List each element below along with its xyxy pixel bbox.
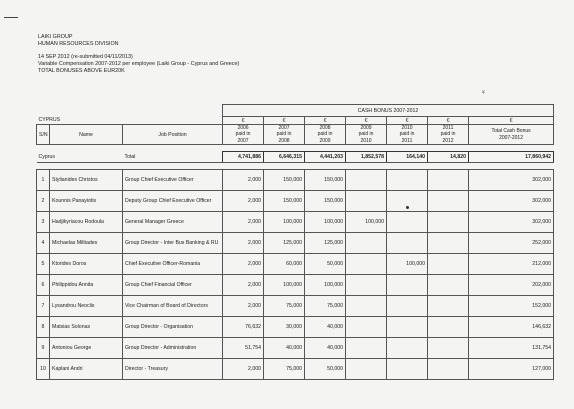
row-total: 127,000 (469, 359, 554, 380)
bonus-value: 2,000 (223, 191, 264, 212)
currency-symbol: € (305, 117, 346, 125)
bonus-value (346, 170, 387, 191)
year-header-line: paid in (440, 131, 456, 138)
bonus-value: 100,000 (305, 275, 346, 296)
bonus-value (346, 338, 387, 359)
year-header (428, 125, 469, 145)
bonus-value: 100,000 (387, 254, 428, 275)
job-position: Group Director - Organisation (123, 317, 223, 338)
bonus-value (428, 254, 469, 275)
bonus-table-wrapper (36, 104, 553, 380)
position-header: Job Position (123, 125, 223, 145)
row-sn: 9 (37, 338, 50, 359)
bonus-value: 2,000 (223, 170, 264, 191)
bonus-value (387, 212, 428, 233)
bonus-value: 150,000 (264, 170, 305, 191)
bonus-value (346, 317, 387, 338)
bonus-value (428, 296, 469, 317)
bonus-value: 2,000 (223, 212, 264, 233)
year-header (264, 125, 305, 145)
job-position: Group Director - Administration (123, 338, 223, 359)
year-header-line: paid in (276, 131, 292, 138)
table-row (37, 191, 554, 212)
bonus-value (428, 191, 469, 212)
table-row (37, 359, 554, 380)
region-label: CYPRUS (38, 117, 61, 123)
bonus-value: 50,000 (305, 254, 346, 275)
row-total: 152,000 (469, 296, 554, 317)
bonus-value (387, 317, 428, 338)
bonus-value: 150,000 (305, 191, 346, 212)
bonus-value: 2,000 (223, 296, 264, 317)
total-value: 14,820 (428, 152, 469, 163)
row-total: 302,000 (469, 170, 554, 191)
bonus-value: 40,000 (264, 338, 305, 359)
job-position: Group Chief Executive Officer (123, 170, 223, 191)
table-row (37, 212, 554, 233)
bonus-value (387, 275, 428, 296)
total-value: 4,741,886 (223, 152, 264, 163)
year-header-line: 2009 (360, 125, 372, 132)
total-value: 4,441,203 (305, 152, 346, 163)
bonus-value (428, 170, 469, 191)
row-total: 212,000 (469, 254, 554, 275)
bonus-value (428, 338, 469, 359)
bonus-value (346, 275, 387, 296)
job-position: Group Chief Financial Officer (123, 275, 223, 296)
row-sn: 10 (37, 359, 50, 380)
employee-name: Stylianides Christos (50, 170, 123, 191)
bonus-value (387, 338, 428, 359)
row-sn: 4 (37, 233, 50, 254)
currency-symbol: € (264, 117, 305, 125)
year-header (305, 125, 346, 145)
row-sn: 5 (37, 254, 50, 275)
stray-mark: ¥ (482, 90, 485, 96)
bonus-value (387, 296, 428, 317)
job-position: Group Director - Inter Bus Banking & RU (123, 233, 223, 254)
year-header-line: 2012 (442, 137, 454, 144)
employee-name: Ktorides Doros (50, 254, 123, 275)
bonus-value: 100,000 (305, 212, 346, 233)
total-label: Total (123, 152, 223, 163)
bonus-value (387, 170, 428, 191)
cash-bonus-title: CASH BONUS 2007-2012 (223, 105, 554, 117)
row-total: 146,632 (469, 317, 554, 338)
year-header (387, 125, 428, 145)
sn-header: S/N (37, 125, 50, 145)
employee-name: Kaplani Andri (50, 359, 123, 380)
row-sn: 6 (37, 275, 50, 296)
job-position: Chief Executive Officer-Romania (123, 254, 223, 275)
job-position: General Manager Greece (123, 212, 223, 233)
bonus-value: 60,000 (264, 254, 305, 275)
currency-symbol: € (428, 117, 469, 125)
row-sn: 3 (37, 212, 50, 233)
row-sn: 1 (37, 170, 50, 191)
year-header-line: paid in (317, 131, 333, 138)
table-row (37, 317, 554, 338)
table-row (37, 275, 554, 296)
year-header-row (37, 125, 554, 145)
total-cash-bonus-header (469, 125, 554, 145)
year-header-line: 2010 (360, 137, 372, 144)
total-value: 1,852,578 (346, 152, 387, 163)
employee-name: Matsias Solonas (50, 317, 123, 338)
bonus-value: 125,000 (264, 233, 305, 254)
year-header (346, 125, 387, 145)
employee-name: Philippidou Annita (50, 275, 123, 296)
currency-symbol: € (469, 117, 554, 125)
row-total: 252,000 (469, 233, 554, 254)
table-row (37, 338, 554, 359)
total-header-line: Total Cash Bonus (491, 128, 531, 135)
currency-symbol: € (223, 117, 264, 125)
bonus-value: 75,000 (264, 359, 305, 380)
year-header-line: 2006 (237, 125, 249, 132)
row-total: 302,000 (469, 212, 554, 233)
total-row (37, 152, 554, 163)
bonus-value: 125,000 (305, 233, 346, 254)
bonus-value: 76,632 (223, 317, 264, 338)
total-header-line: 2007-2012 (499, 134, 523, 141)
bonus-value (387, 359, 428, 380)
table-body (37, 145, 554, 380)
bonus-value: 40,000 (305, 317, 346, 338)
bonus-value: 30,000 (264, 317, 305, 338)
year-header (223, 125, 264, 145)
table-row (37, 170, 554, 191)
bonus-value (428, 233, 469, 254)
bonus-value: 40,000 (305, 338, 346, 359)
table-head (37, 105, 554, 145)
job-position: Vice Chairman of Board of Directors (123, 296, 223, 317)
row-sn: 8 (37, 317, 50, 338)
year-header-line: 2008 (319, 125, 331, 132)
bonus-value (387, 191, 428, 212)
total-value: 6,646,315 (264, 152, 305, 163)
bonus-value: 51,754 (223, 338, 264, 359)
row-sn: 2 (37, 191, 50, 212)
table-row (37, 296, 554, 317)
employee-name: Antoniou George (50, 338, 123, 359)
division-name: HUMAN RESOURCES DIVISION (38, 41, 119, 47)
ink-dot (406, 206, 409, 209)
bonus-value (428, 212, 469, 233)
bonus-value (387, 233, 428, 254)
bonus-value: 100,000 (346, 212, 387, 233)
scan-mark (4, 17, 18, 18)
bonus-value: 50,000 (305, 359, 346, 380)
bonus-value (428, 317, 469, 338)
bonus-value (346, 233, 387, 254)
bonus-value (346, 296, 387, 317)
bonus-value (428, 359, 469, 380)
bonus-value: 150,000 (305, 170, 346, 191)
year-header-line: paid in (358, 131, 374, 138)
year-header-line: paid in (399, 131, 415, 138)
bonus-value: 75,000 (264, 296, 305, 317)
currency-symbol: € (387, 117, 428, 125)
bonus-value (346, 254, 387, 275)
year-header-line: 2007 (237, 137, 249, 144)
bonus-value: 100,000 (264, 212, 305, 233)
year-header-line: 2010 (401, 125, 413, 132)
row-total: 202,000 (469, 275, 554, 296)
total-value: 17,860,942 (469, 152, 554, 163)
company-name: LAIKI GROUP (38, 34, 73, 40)
job-position: Director - Treasury (123, 359, 223, 380)
bonus-value (346, 191, 387, 212)
table-row (37, 233, 554, 254)
name-header: Name (50, 125, 123, 145)
year-header-line: 2008 (278, 137, 290, 144)
bonus-value (346, 359, 387, 380)
report-subtitle: Variable Compensation 2007-2012 per employee (Laiki Group - Cyprus and Greece) (38, 61, 240, 67)
row-total: 131,754 (469, 338, 554, 359)
bonus-value: 2,000 (223, 233, 264, 254)
bonus-value (428, 275, 469, 296)
year-header-line: paid in (235, 131, 251, 138)
year-header-line: 2009 (319, 137, 331, 144)
bonus-value: 2,000 (223, 254, 264, 275)
row-sn: 7 (37, 296, 50, 317)
employee-name: Lysandrou Neoclis (50, 296, 123, 317)
bonus-value: 100,000 (264, 275, 305, 296)
bonus-table (36, 104, 554, 380)
bonus-value: 2,000 (223, 359, 264, 380)
total-region-label: Cyprus (37, 152, 123, 163)
date-line: 14 SEP 2012 (re-submitted 04/11/2013) (38, 54, 133, 60)
bonus-value: 2,000 (223, 275, 264, 296)
total-value: 164,140 (387, 152, 428, 163)
row-total: 302,000 (469, 191, 554, 212)
job-position: Deputy Group Chief Executive Officer (123, 191, 223, 212)
year-header-line: 2011 (401, 137, 413, 144)
year-header-line: 2007 (278, 125, 290, 132)
employee-name: Kounnis Panayiotis (50, 191, 123, 212)
year-header-line: 2011 (442, 125, 454, 132)
table-row (37, 254, 554, 275)
bonus-value: 150,000 (264, 191, 305, 212)
employee-name: Michaelas Miltiades (50, 233, 123, 254)
report-note: TOTAL BONUSES ABOVE EUR20K (38, 68, 125, 74)
currency-symbol: € (346, 117, 387, 125)
bonus-value: 75,000 (305, 296, 346, 317)
employee-name: Hadjikyriacou Rodoula (50, 212, 123, 233)
